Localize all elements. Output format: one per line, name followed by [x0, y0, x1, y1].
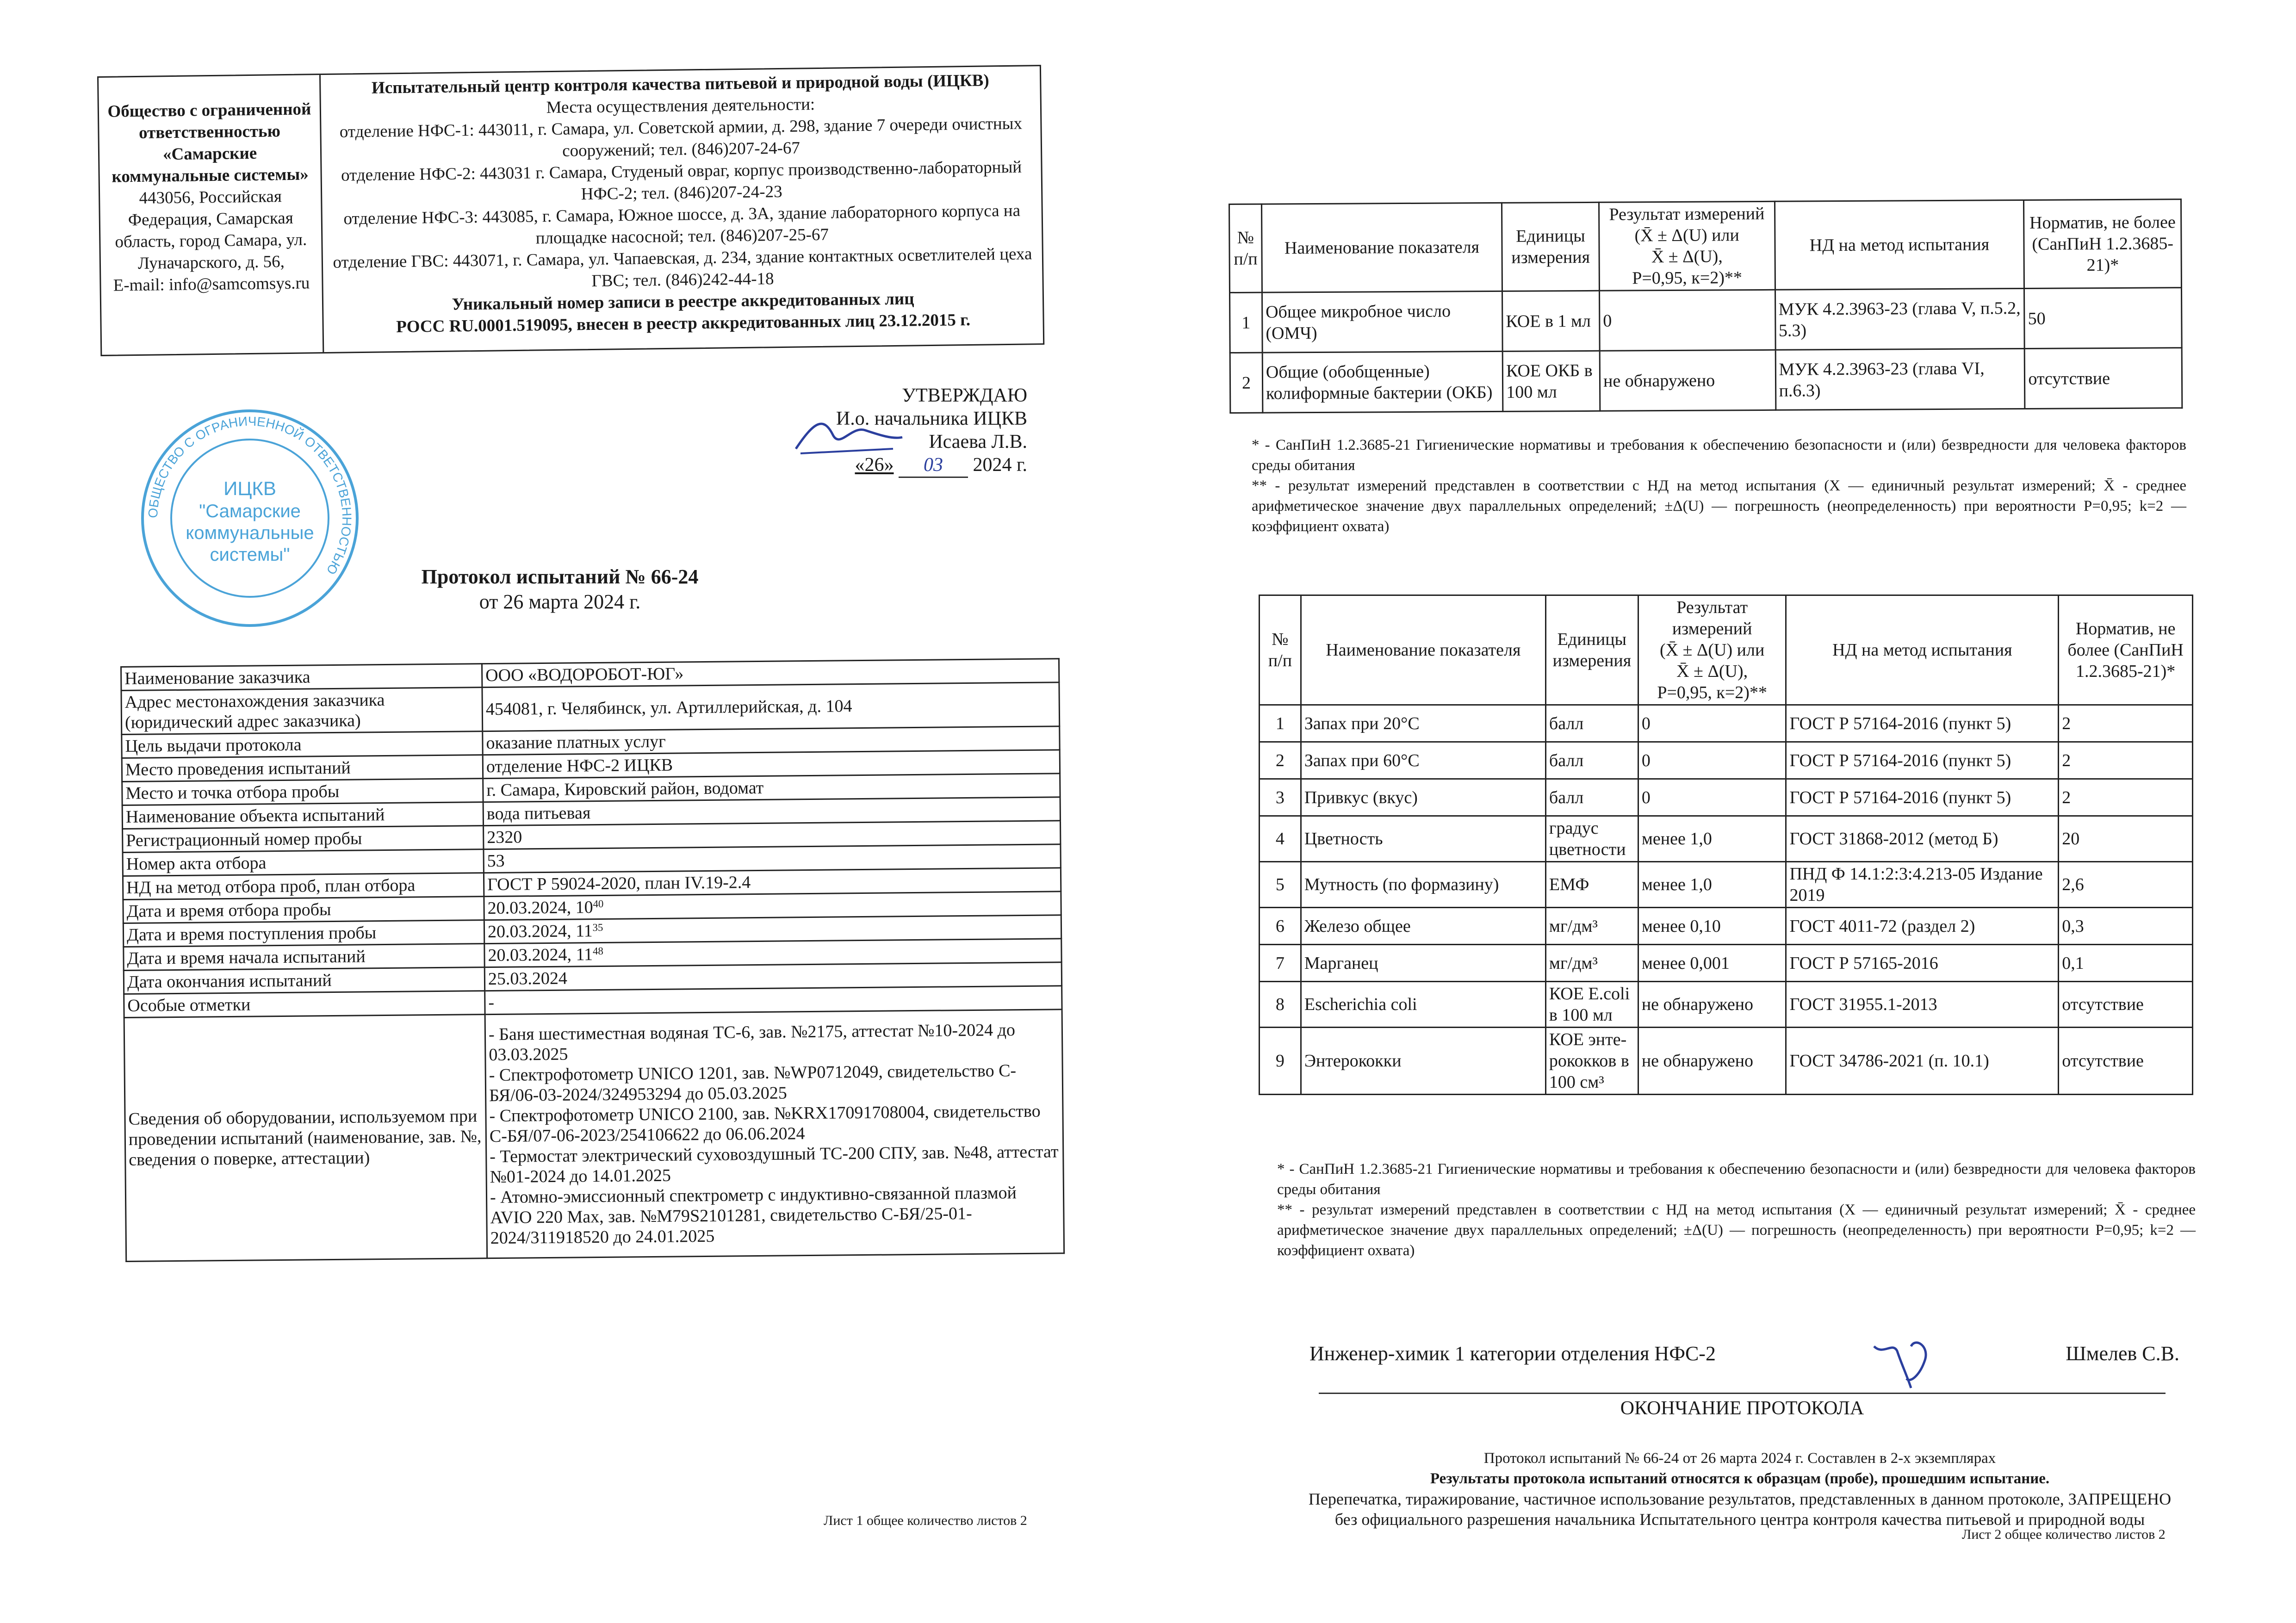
customer-field-value: 2320	[484, 821, 1061, 849]
norm: 2	[2059, 742, 2193, 779]
org-name: Общество с ограниченной ответственностью «Самарские коммунальные системы»	[107, 99, 311, 186]
result-row	[1260, 779, 2193, 816]
result: 0	[1638, 742, 1786, 779]
result: не обнаружено	[1600, 350, 1775, 411]
footnote-result: ** - результат измерений представлен в соответствии с НД на метод испытания (X — единичный результат измерений; X̄ - среднее арифметическое значение двух параллельных определений; ±Δ(U) — погрешность (неопределенность) при вероятности P=0,95; k=2 — коэффициент охвата)	[1252, 477, 2186, 535]
customer-field-value: 25.03.2024	[484, 962, 1061, 991]
col-norm-header: Норматив, не более (СанПиН 1.2.3685-21)*	[2059, 595, 2193, 705]
method: ГОСТ 4011-72 (раздел 2)	[1786, 908, 2059, 945]
result: менее 0,10	[1638, 908, 1786, 945]
footnotes-2	[1277, 1159, 2196, 1261]
org-info	[99, 75, 324, 355]
col-result-header: Результат измерений (X̄ ± Δ(U) или X̄ ± Δ(U), P=0,95, к=2)**	[1599, 201, 1775, 291]
customer-field-value: ООО «ВОДОРОБОТ-ЮГ»	[482, 659, 1059, 688]
equipment-item: - Спектрофотометр UNICO 2100, зав. №KRX17091708004, свидетельство С-БЯ/07-06-2023/254106622 до 06.06.2024	[489, 1101, 1041, 1146]
method: ГОСТ 34786-2021 (п. 10.1)	[1786, 1028, 2059, 1095]
norm: 20	[2059, 816, 2193, 862]
approve-title: УТВЕРЖДАЮ	[902, 385, 1027, 406]
lab-branch-1: отделение НФС-1: 443011, г. Самара, ул. Советской армии, д. 298, здание 7 очереди очистных сооружений; тел. (846)207-24-67	[339, 114, 1023, 161]
lab-title: Испытательный центр контроля качества питьевой и природной воды (ИЦКВ)	[371, 71, 989, 98]
customer-field-value: вода питьевая	[483, 797, 1060, 826]
col-name-header: Наименование показателя	[1301, 595, 1545, 705]
result-row	[1230, 288, 2182, 353]
row-number: 6	[1260, 908, 1301, 945]
lab-places: Места осуществления деятельности:	[546, 95, 815, 118]
stamp-seal	[139, 407, 361, 629]
indicator-name: Escherichia coli	[1301, 982, 1545, 1028]
method: ГОСТ Р 57164-2016 (пункт 5)	[1786, 705, 2059, 742]
approve-date: «26» 03 2024 г.	[805, 453, 1027, 478]
row-number: 8	[1260, 982, 1301, 1028]
customer-field-value: оказание платных услуг	[483, 726, 1060, 755]
footer-notes	[1286, 1448, 2193, 1530]
norm: 2	[2059, 779, 2193, 816]
row-number: 5	[1260, 862, 1301, 908]
protocol-number: Протокол испытаний № 66-24	[421, 565, 699, 588]
result: не обнаружено	[1638, 1028, 1786, 1095]
main-results-table	[1259, 595, 2193, 1095]
sheet-number-1: Лист 1 общее количество листов 2	[824, 1513, 1027, 1528]
customer-field-label: Дата и время поступления пробы	[123, 920, 484, 947]
unit: КОЕ энте-рококков в 100 см³	[1545, 1028, 1638, 1095]
customer-field-value: ГОСТ Р 59024-2020, план IV.19-2.4	[484, 868, 1061, 897]
protocol-title	[384, 564, 736, 614]
method: МУК 4.2.3963-23 (глава VI, п.6.3)	[1775, 348, 2025, 410]
col-unit-header: Единицы измерения	[1545, 595, 1638, 705]
indicator-name: Цветность	[1301, 816, 1545, 862]
svg-text:"Самарские: "Самарские	[199, 501, 301, 521]
row-number: 1	[1230, 292, 1263, 353]
lab-branch-3: отделение НФС-3: 443085, г. Самара, Южное шоссе, д. 3А, здание лабораторного корпуса на площадке насосной; тел. (846)207-25-67	[343, 201, 1021, 248]
result-row	[1260, 945, 2193, 982]
signature-line	[1319, 1393, 2166, 1394]
approve-position: И.о. начальника ИЦКВ	[836, 408, 1027, 429]
customer-field-label: Дата окончания испытаний	[124, 967, 484, 994]
norm: 0,1	[2059, 945, 2193, 982]
col-name-header: Наименование показателя	[1261, 203, 1502, 292]
footer-line-1: Протокол испытаний № 66-24 от 26 марта 2024 г. Составлен в 2-х экземплярах	[1483, 1450, 1996, 1467]
norm: отсутствие	[2059, 1028, 2193, 1095]
approve-name: Исаева Л.В.	[929, 431, 1027, 452]
unit: КОЕ в 1 мл	[1502, 291, 1600, 351]
result: не обнаружено	[1638, 982, 1786, 1028]
svg-text:ОБЩЕСТВО С ОГРАНИЧЕННОЙ ОТВЕТС: ОБЩЕСТВО С ОГРАНИЧЕННОЙ ОТВЕТСТВЕННОСТЬЮ	[145, 414, 354, 577]
unit: ЕМФ	[1545, 862, 1638, 908]
end-of-protocol: ОКОНЧАНИЕ ПРОТОКОЛА	[1620, 1398, 1864, 1419]
customer-field-label: НД на метод отбора проб, план отбора	[123, 873, 484, 900]
row-number: 4	[1260, 816, 1301, 862]
customer-field-label: Наименование объекта испытаний	[122, 802, 483, 829]
footer-line-3: Перепечатка, тиражирование, частичное использование результатов, представленных в данном протоколе, ЗАПРЕЩЕНО	[1308, 1490, 2172, 1508]
signer-role: Инженер-химик 1 категории отделения НФС-2	[1309, 1342, 1716, 1365]
method: ГОСТ 31868-2012 (метод Б)	[1786, 816, 2059, 862]
header-block	[97, 65, 1044, 356]
col-method-header: НД на метод испытания	[1775, 200, 2024, 290]
unit: мг/дм³	[1545, 945, 1638, 982]
result: 0	[1638, 705, 1786, 742]
result: 0	[1600, 290, 1775, 351]
customer-field-label: Дата и время отбора пробы	[123, 897, 484, 923]
signature-row	[1309, 1342, 2179, 1365]
row-number: 2	[1260, 742, 1301, 779]
col-number-header: № п/п	[1229, 204, 1262, 292]
engineer-signature	[1865, 1328, 1957, 1402]
svg-text:коммунальные: коммунальные	[186, 523, 314, 543]
lab-registry-2: РОСС RU.0001.519095, внесен в реестр аккредитованных лиц 23.12.2015 г.	[396, 310, 971, 337]
customer-field-label: Регистрационный номер пробы	[123, 826, 484, 853]
indicator-name: Общие (обобщенные) колиформные бактерии (ОКБ)	[1262, 351, 1503, 413]
svg-text:системы": системы"	[210, 545, 290, 565]
footer-line-4: без официального разрешения начальника Испытательного центра контроля качества питьевой и природной воды	[1334, 1510, 2145, 1529]
customer-field-label: Дата и время начала испытаний	[124, 944, 484, 971]
micro-results-table	[1229, 198, 2183, 414]
customer-field-label: Цель выдачи протокола	[122, 731, 483, 758]
customer-field-value: 53	[484, 844, 1061, 873]
indicator-name: Запах при 20°С	[1301, 705, 1545, 742]
customer-field-label: Наименование заказчика	[121, 664, 482, 691]
footnote-result: ** - результат измерений представлен в соответствии с НД на метод испытания (X — единичный результат измерений; X̄ - среднее арифметическое значение двух параллельных определений; ±Δ(U) — погрешность (неопределенность) при вероятности P=0,95; k=2 — коэффициент охвата)	[1277, 1202, 2196, 1259]
equipment-item: - Спектрофотометр UNICO 1201, зав. №WP0712049, свидетельство С-БЯ/06-03-2024/324953294 до 05.03.2025	[489, 1061, 1017, 1106]
unit: балл	[1545, 705, 1638, 742]
unit: мг/дм³	[1545, 908, 1638, 945]
sheet-number-2: Лист 2 общее количество листов 2	[1962, 1527, 2166, 1542]
row-number: 9	[1260, 1028, 1301, 1095]
customer-field-label: Особые отметки	[124, 991, 485, 1018]
org-email: E-mail: info@samcomsys.ru	[113, 273, 310, 295]
indicator-name: Запах при 60°С	[1301, 742, 1545, 779]
customer-row	[121, 682, 1060, 735]
result-row	[1260, 982, 2193, 1028]
col-method-header: НД на метод испытания	[1786, 595, 2059, 705]
unit: КОЕ ОКБ в 100 мл	[1502, 351, 1600, 411]
indicator-name: Марганец	[1301, 945, 1545, 982]
result: менее 1,0	[1638, 816, 1786, 862]
unit: балл	[1545, 742, 1638, 779]
svg-text:ИЦКВ: ИЦКВ	[223, 477, 276, 499]
result-row	[1230, 348, 2182, 413]
customer-field-value: 454081, г. Челябинск, ул. Артиллерийская, д. 104	[482, 682, 1060, 731]
result-row	[1260, 705, 2193, 742]
norm: 50	[2024, 288, 2182, 349]
customer-field-label: Адрес местонахождения заказчика (юридический адрес заказчика)	[121, 688, 483, 735]
customer-field-value: -	[485, 986, 1062, 1015]
col-result-header: Результат измерений (X̄ ± Δ(U) или X̄ ± Δ(U), P=0,95, к=2)**	[1638, 595, 1786, 705]
customer-field-label: Место и точка отбора пробы	[122, 779, 483, 805]
lab-info	[321, 66, 1043, 352]
approval-signature	[787, 403, 907, 463]
result: 0	[1638, 779, 1786, 816]
method: ГОСТ Р 57164-2016 (пункт 5)	[1786, 742, 2059, 779]
footnote-sanpin: * - СанПиН 1.2.3685-21 Гигиенические нормативы и требования к обеспечению безопасности и (или) безвредности для человека факторов среды обитания	[1252, 437, 2186, 474]
customer-table	[120, 658, 1065, 1262]
customer-field-value: г. Самара, Кировский район, водомат	[483, 774, 1060, 802]
norm: отсутствие	[2059, 982, 2193, 1028]
equipment-item: - Атомно-эмиссионный спектрометр с индуктивно-связанной плазмой AVIO 220 Max, зав. №M79S2101281, свидетельство С-БЯ/25-01-2024/311918520 до 24.01.2025	[490, 1183, 1017, 1248]
lab-registry-1: Уникальный номер записи в реестре аккредитованных лиц	[452, 289, 914, 314]
customer-field-label: Место проведения испытаний	[122, 755, 483, 782]
equipment-list	[485, 1010, 1064, 1258]
result: менее 0,001	[1638, 945, 1786, 982]
norm: 0,3	[2059, 908, 2193, 945]
row-number: 2	[1230, 353, 1263, 413]
customer-field-value: 20.03.2024, $11^{35}$	[484, 915, 1061, 944]
equipment-label: Сведения об оборудовании, используемом при проведении испытаний (наименование, зав. №, сведения о поверке, аттестации)	[124, 1015, 487, 1262]
unit: балл	[1545, 779, 1638, 816]
equipment-row	[124, 1010, 1064, 1262]
org-address: 443056, Российская Федерация, Самарская область, город Самара, ул. Луначарского, д. 56,	[115, 187, 307, 273]
method: ГОСТ 31955.1-2013	[1786, 982, 2059, 1028]
col-norm-header: Норматив, не более (СанПиН 1.2.3685-21)*	[2024, 199, 2182, 289]
customer-field-label: Номер акта отбора	[123, 849, 484, 876]
result-row	[1260, 908, 2193, 945]
lab-branch-2: отделение НФС-2: 443031 г. Самара, Студеный овраг, корпус производственно-лабораторный НФС-2; тел. (846)207-24-23	[341, 157, 1022, 204]
footer-line-2: Результаты протокола испытаний относятся к образцам (пробе), прошедшим испытание.	[1430, 1470, 2050, 1487]
result-row	[1260, 862, 2193, 908]
indicator-name: Железо общее	[1301, 908, 1545, 945]
indicator-name: Энтерококки	[1301, 1028, 1545, 1095]
unit: градус цветности	[1545, 816, 1638, 862]
equipment-item: - Термостат электрический суховоздушный ТС-200 СПУ, зав. №48, аттестат №01-2024 до 14.01.2025	[490, 1142, 1059, 1187]
method: ГОСТ Р 57164-2016 (пункт 5)	[1786, 779, 2059, 816]
indicator-name: Привкус (вкус)	[1301, 779, 1545, 816]
method: ПНД Ф 14.1:2:3:4.213-05 Издание 2019	[1786, 862, 2059, 908]
row-number: 3	[1260, 779, 1301, 816]
signer-name: Шмелев С.В.	[2066, 1342, 2179, 1365]
equipment-item: - Баня шестиместная водяная ТС-6, зав. №2175, аттестат №10-2024 до 03.03.2025	[488, 1020, 1016, 1065]
footnote-sanpin: * - СанПиН 1.2.3685-21 Гигиенические нормативы и требования к обеспечению безопасности и (или) безвредности для человека факторов среды обитания	[1277, 1161, 2196, 1198]
indicator-name: Общее микробное число (ОМЧ)	[1262, 291, 1502, 353]
customer-field-value: отделение НФС-2 ИЦКВ	[483, 750, 1060, 779]
norm: отсутствие	[2025, 348, 2182, 409]
customer-field-value: 20.03.2024, $10^{40}$	[484, 892, 1061, 920]
norm: 2,6	[2059, 862, 2193, 908]
result-row	[1260, 742, 2193, 779]
method: МУК 4.2.3963-23 (глава V, п.5.2, 5.3)	[1775, 288, 2025, 350]
lab-branch-4: отделение ГВС: 443071, г. Самара, ул. Чапаевская, д. 234, здание контактных осветлителей цеха ГВС; тел. (846)242-44-18	[333, 244, 1032, 291]
footnotes-1	[1252, 435, 2186, 537]
customer-field-value: 20.03.2024, $11^{48}$	[484, 939, 1061, 967]
protocol-date: от 26 марта 2024 г.	[479, 590, 641, 613]
col-unit-header: Единицы измерения	[1502, 202, 1600, 291]
method: ГОСТ Р 57165-2016	[1786, 945, 2059, 982]
result-row	[1260, 816, 2193, 862]
col-number-header: № п/п	[1260, 595, 1301, 705]
row-number: 7	[1260, 945, 1301, 982]
row-number: 1	[1260, 705, 1301, 742]
result: менее 1,0	[1638, 862, 1786, 908]
result-row	[1260, 1028, 2193, 1095]
unit: КОЕ E.coli в 100 мл	[1545, 982, 1638, 1028]
norm: 2	[2059, 705, 2193, 742]
indicator-name: Мутность (по формазину)	[1301, 862, 1545, 908]
